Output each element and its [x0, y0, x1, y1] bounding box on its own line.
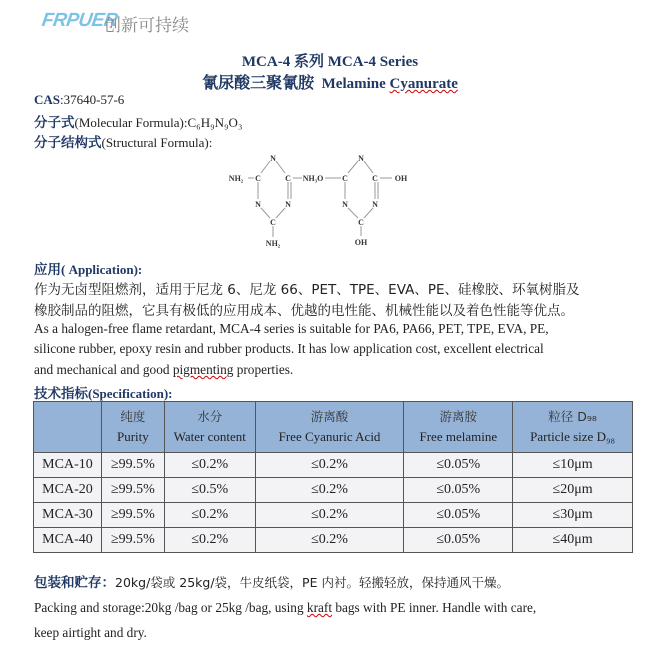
- application-cn-line2: 橡胶制品的阻燃，它具有极低的应用成本、优越的电性能、机械性能以及着色性能等优点。: [34, 303, 574, 319]
- value-cell: ≤20μm: [513, 478, 633, 503]
- atom-n: N: [342, 200, 348, 209]
- header-en: Water content: [173, 429, 246, 444]
- value-cell: ≤0.2%: [255, 528, 404, 553]
- group-oh: OH: [394, 174, 408, 183]
- spec-table: [33, 401, 633, 553]
- atom-n: N: [372, 200, 378, 209]
- value-cell: ≤0.05%: [404, 528, 513, 553]
- header-cn: 纯度: [120, 409, 146, 424]
- page-title: MCA-4 系列 MCA-4 Series: [241, 54, 419, 70]
- value-cell: ≤0.2%: [255, 503, 404, 528]
- header-cell: [255, 402, 404, 453]
- grade-cell: MCA-20: [34, 478, 102, 503]
- packing-en-line2: keep airtight and dry.: [34, 625, 147, 640]
- table-row: [34, 503, 633, 528]
- header-cell: [513, 402, 633, 453]
- subtitle-en-b: Cyanurate: [389, 76, 458, 92]
- application-label-en: ( Application):: [61, 262, 143, 277]
- application-label-cn: 应用: [34, 262, 61, 278]
- grade-cell: MCA-30: [34, 503, 102, 528]
- structural-label-en: (Structural Formula):: [101, 135, 213, 150]
- header-cell: [404, 402, 513, 453]
- header-cell: [34, 402, 102, 453]
- value-cell: ≥99.5%: [101, 503, 164, 528]
- application-en-line1: As a halogen-free flame retardant, MCA-4 series is suitable for PA6, PA66, PET, TPE, EVA, PE,: [34, 321, 549, 336]
- value-cell: ≤40μm: [513, 528, 633, 553]
- value-cell: ≥99.5%: [101, 478, 164, 503]
- text: Packing and storage:20kg /bag or 25kg /bag, using: [34, 600, 307, 615]
- table-header-row: [34, 402, 633, 453]
- value-cell: ≥99.5%: [101, 453, 164, 478]
- value-cell: ≤0.05%: [404, 503, 513, 528]
- header-en: Free Cyanuric Acid: [278, 429, 381, 444]
- atom-c: C: [342, 174, 348, 183]
- text: pigmenting: [172, 362, 234, 377]
- packing-label-cn: 包装和贮存：: [34, 575, 115, 591]
- application-cn-line1: 作为无卤型阻燃剂，适用于尼龙 6、尼龙 66、PET、TPE、EVA、PE、硅橡胶、环氧树脂及: [34, 282, 580, 298]
- value-cell: ≤0.2%: [164, 453, 255, 478]
- application-heading: [34, 258, 142, 278]
- formula-value: C₆H₉N₉O₃: [187, 115, 243, 130]
- value-cell: ≤0.2%: [164, 503, 255, 528]
- packing-en-line1: [34, 600, 536, 616]
- formula-label-en: (Molecular Formula):: [74, 115, 188, 130]
- value-cell: ≤0.05%: [404, 453, 513, 478]
- group-oh: OH: [354, 238, 368, 247]
- atom-n: N: [358, 154, 364, 163]
- atom-c: C: [255, 174, 261, 183]
- value-cell: ≤30μm: [513, 503, 633, 528]
- header-cn: 水分: [197, 409, 223, 424]
- atom-c: C: [372, 174, 378, 183]
- packing-cn-line: [34, 571, 509, 591]
- value-cell: ≤0.5%: [164, 478, 255, 503]
- atom-c: C: [270, 218, 276, 227]
- packing-cn: 20kg/袋或 25kg/袋，牛皮纸袋，PE 内衬。轻搬轻放，保持通风干燥。: [115, 575, 509, 590]
- header-en: Purity: [116, 429, 149, 444]
- table-row: [34, 528, 633, 553]
- text: and mechanical and good: [34, 362, 173, 377]
- grade-cell: MCA-10: [34, 453, 102, 478]
- structural-label-cn: 分子结构式: [34, 135, 102, 151]
- group-nh2: NH₂: [228, 174, 244, 183]
- value-cell: ≥99.5%: [101, 528, 164, 553]
- value-cell: ≤0.2%: [164, 528, 255, 553]
- atom-c: C: [358, 218, 364, 227]
- header-en: Free melamine: [419, 429, 498, 444]
- group-nh3o: NH₃O: [302, 174, 324, 183]
- text: kraft: [306, 600, 333, 615]
- brand-slogan: 创新可持续: [104, 16, 189, 36]
- cas-label: CAS: [34, 92, 61, 107]
- spec-label-cn: 技术指标: [34, 386, 88, 402]
- atom-n: N: [255, 200, 261, 209]
- application-en-line2: silicone rubber, epoxy resin and rubber products. It has low application cost, excellent electrical: [34, 341, 544, 356]
- header-cn: 游离胺: [439, 409, 478, 424]
- application-en-line3: [34, 362, 293, 378]
- formula-label-cn: 分子式: [34, 115, 75, 131]
- spec-heading: [34, 382, 172, 402]
- brand-logo: FRPUER: [40, 10, 119, 31]
- cas-value: :37640-57-6: [60, 92, 125, 107]
- header-cn: 粒径 D₉₈: [548, 409, 597, 424]
- value-cell: ≤0.05%: [404, 478, 513, 503]
- spec-label-en: (Specification):: [88, 386, 173, 401]
- group-nh2: NH₂: [265, 239, 281, 248]
- atom-n: N: [270, 154, 276, 163]
- table-row: [34, 453, 633, 478]
- header-cn: 游离酸: [310, 409, 349, 424]
- header-en: Particle size D₉₈: [530, 429, 616, 444]
- text: properties.: [233, 362, 294, 377]
- header-cell: [101, 402, 164, 453]
- value-cell: ≤0.2%: [255, 453, 404, 478]
- atom-c: C: [285, 174, 291, 183]
- subtitle-en-a: Melamine: [321, 76, 390, 92]
- value-cell: ≤10μm: [513, 453, 633, 478]
- table-row: [34, 478, 633, 503]
- subtitle-cn: 氰尿酸三聚氰胺: [202, 73, 315, 92]
- grade-cell: MCA-40: [34, 528, 102, 553]
- value-cell: ≤0.2%: [255, 478, 404, 503]
- atom-n: N: [285, 200, 291, 209]
- header-cell: [164, 402, 255, 453]
- text: bags with PE inner. Handle with care,: [332, 600, 537, 615]
